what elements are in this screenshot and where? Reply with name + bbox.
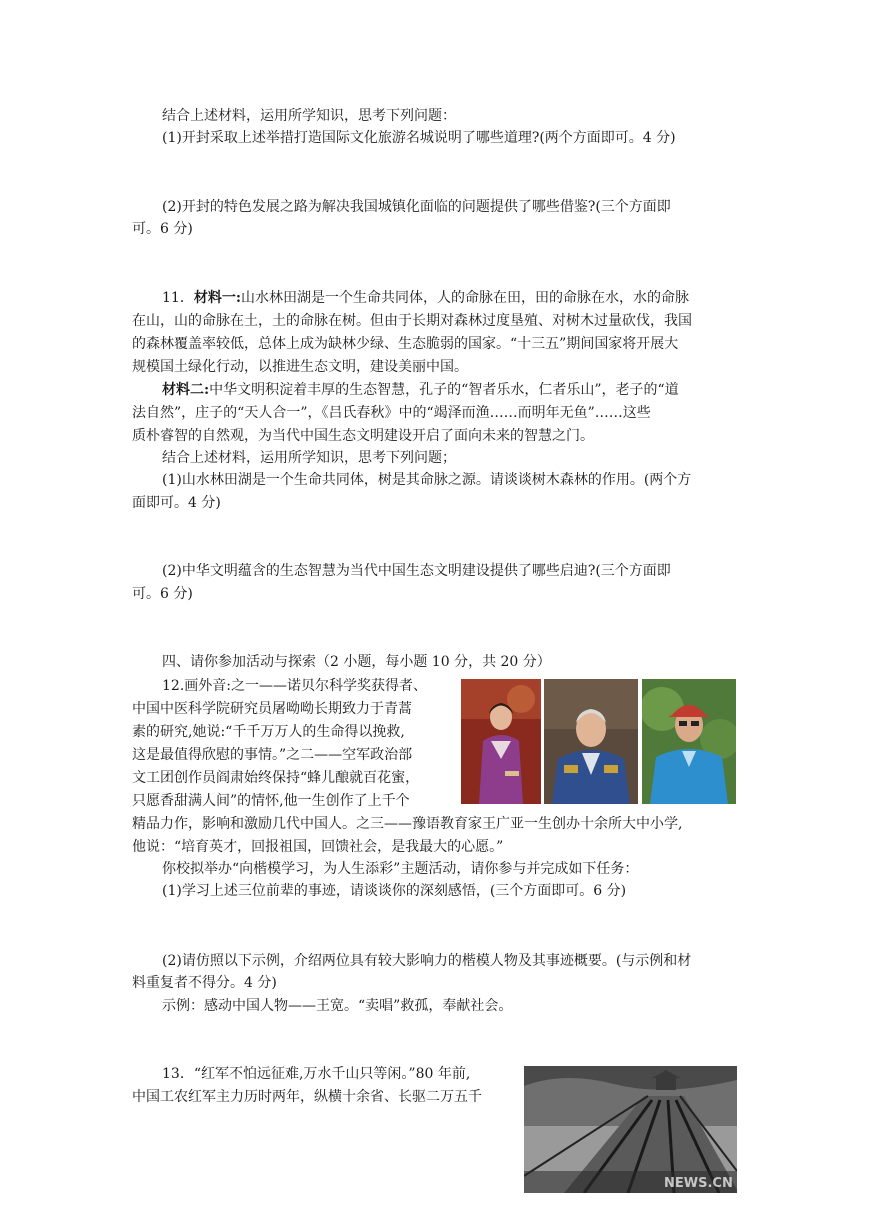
q11-question-2-line-2: 可。6 分)	[132, 586, 193, 602]
q11-material-2-line-1	[162, 380, 679, 400]
luding-bridge-photo	[524, 1066, 737, 1193]
tu-youyou-photo	[461, 679, 541, 804]
wang-guangya-photo	[642, 679, 736, 804]
q12-line-5: 文工团创作员阎肃始终保持“蜂儿酿就百花蜜，	[132, 770, 420, 786]
q11-material-2-line-3: 质朴睿智的自然观，为当代中国生态文明建设开启了面向未来的智慧之门。	[132, 428, 594, 444]
q12-line-6: 只愿香甜满人间”的情怀,他一生创作了上千个	[132, 793, 410, 809]
q12-line-1: 12.画外音:之一——诺贝尔科学奖获得者、	[162, 678, 427, 694]
q12-question-1: (1)学习上述三位前辈的事迹，请谈谈你的深刻感悟，(三个方面即可。6 分)	[162, 883, 627, 899]
q11-material-1-label: 材料一:	[193, 290, 241, 306]
q12-line-8: 他说：“培育英才，回报祖国，回馈社会，是我最大的心愿。”	[132, 839, 504, 855]
q12-line-2: 中国中医科学院研究员屠呦呦长期致力于青蒿	[132, 701, 412, 717]
q13-line-1: 13．“红军不怕远征难,万水千山只等闲。”80 年前,	[162, 1066, 471, 1082]
q13-line-2: 中国工农红军主力历时两年，纵横十余省、长驱二万五千	[132, 1089, 482, 1105]
q12-line-7: 精品力作，影响和激励几代中国人。之三——豫语教育家王广亚一生创办十余所大中小学,	[132, 816, 683, 832]
news-watermark: NEWS.CN	[664, 1176, 733, 1191]
top-question-2-line-1: (2)开封的特色发展之路为解决我国城镇化面临的问题提供了哪些借鉴?(三个方面即	[162, 199, 671, 215]
q12-example: 示例：感动中国人物——王宽。“卖唱”救孤，奉献社会。	[162, 998, 513, 1014]
q11-material-2-label: 材料二:	[162, 382, 210, 398]
q11-material-2-line-2: 法自然”，庄子的“天人合一”，《吕氏春秋》中的“竭泽而渔……而明年无鱼”……这些	[132, 405, 651, 421]
q11-question-1-line-1: (1)山水林田湖是一个生命共同体，树是其命脉之源。请谈谈树木森林的作用。(两个方	[162, 472, 692, 488]
q11-material-1-line-3: 的森林覆盖率较低，总体上成为缺林少绿、生态脆弱的国家。“十三五”期间国家将开展大	[132, 336, 679, 352]
q12-line-9: 你校拟举办“向楷模学习，为人生添彩”主题活动，请你参与并完成如下任务：	[162, 861, 639, 877]
q12-line-3: 素的研究,她说:“千千万万人的生命得以挽救,	[132, 724, 405, 740]
q11-question-1-line-2: 面即可。4 分)	[132, 495, 221, 511]
q11-question-2-line-1: (2)中华文明蕴含的生态智慧为当代中国生态文明建设提供了哪些启迪?(三个方面即	[162, 563, 671, 579]
q11-material-1-line-1	[162, 288, 689, 308]
q11-material-1-line-4: 规模国土绿化行动，以推进生态文明，建设美丽中国。	[132, 359, 468, 375]
section-4-heading: 四、请你参加活动与探索（2 小题，每小题 10 分，共 20 分）	[162, 654, 551, 670]
q11-material-1-text: 山水林田湖是一个生命共同体，人的命脉在田，田的命脉在水，水的命脉	[241, 290, 689, 306]
q11-number: 11．	[162, 290, 194, 306]
q11-material-1-line-2: 在山，山的命脉在土，土的命脉在树。但由于长期对森林过度垦殖、对树木过量砍伐，我国	[132, 313, 692, 329]
top-intro: 结合上述材料，运用所学知识，思考下列问题：	[162, 108, 456, 124]
q12-question-2-line-2: 料重复者不得分。4 分)	[132, 975, 277, 991]
q11-material-2-text: 中华文明积淀着丰厚的生态智慧，孔子的“智者乐水，仁者乐山”，老子的“道	[209, 382, 679, 398]
top-question-2-line-2: 可。6 分)	[132, 221, 193, 237]
q11-intro: 结合上述材料，运用所学知识，思考下列问题；	[162, 450, 456, 466]
yan-su-photo	[544, 679, 638, 804]
top-question-1: (1)开封采取上述举措打造国际文化旅游名城说明了哪些道理?(两个方面即可。4 分)	[162, 130, 676, 146]
q12-line-4: 这是最值得欣慰的事情。”之二——空军政治部	[132, 747, 413, 763]
q12-question-2-line-1: (2)请仿照以下示例，介绍两位具有较大影响力的楷模人物及其事迹概要。(与示例和材	[162, 953, 692, 969]
